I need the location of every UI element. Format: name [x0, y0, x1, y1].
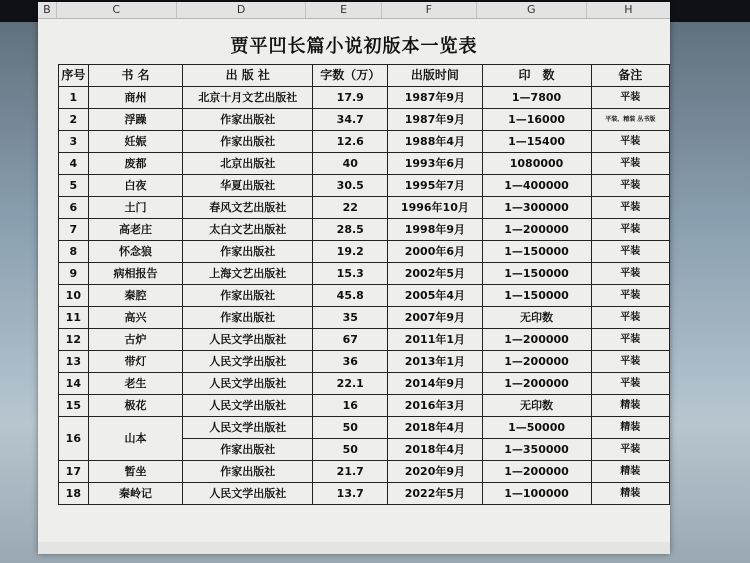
cell-seq[interactable]: 8: [59, 241, 89, 263]
cell-note[interactable]: 平装: [591, 175, 669, 197]
cell-publisher[interactable]: 作家出版社: [183, 307, 313, 329]
cell-words[interactable]: 22: [313, 197, 388, 219]
cell-date[interactable]: 2005年4月: [388, 285, 482, 307]
cell-publisher[interactable]: 北京十月文艺出版社: [183, 87, 313, 109]
cell-print[interactable]: 1—200000: [482, 329, 591, 351]
cell-date[interactable]: 2018年4月: [388, 417, 482, 439]
header-date[interactable]: 出版时间: [388, 65, 482, 87]
cell-date[interactable]: 1988年4月: [388, 131, 482, 153]
cell-words[interactable]: 22.1: [313, 373, 388, 395]
cell-print[interactable]: 无印数: [482, 307, 591, 329]
cell-words[interactable]: 12.6: [313, 131, 388, 153]
cell-seq[interactable]: 15: [59, 395, 89, 417]
cell-book[interactable]: 秦腔: [88, 285, 183, 307]
cell-publisher[interactable]: 作家出版社: [183, 461, 313, 483]
cell-date[interactable]: 2016年3月: [388, 395, 482, 417]
cell-print[interactable]: 1—150000: [482, 241, 591, 263]
cell-book[interactable]: 废都: [88, 153, 183, 175]
cell-publisher[interactable]: 华夏出版社: [183, 175, 313, 197]
cell-print[interactable]: 1—200000: [482, 351, 591, 373]
header-publisher[interactable]: 出 版 社: [183, 65, 313, 87]
cell-note[interactable]: 精装: [591, 395, 669, 417]
cell-note[interactable]: 平装: [591, 87, 669, 109]
cell-words[interactable]: 19.2: [313, 241, 388, 263]
cell-publisher[interactable]: 作家出版社: [183, 439, 313, 461]
cell-note[interactable]: 精装: [591, 483, 669, 505]
cell-date[interactable]: 1993年6月: [388, 153, 482, 175]
table-header-row: [59, 65, 670, 87]
spreadsheet: [38, 2, 670, 554]
cell-words[interactable]: 50: [313, 439, 388, 461]
cell-print[interactable]: 无印数: [482, 395, 591, 417]
cell-note[interactable]: 平装: [591, 329, 669, 351]
cell-date[interactable]: 2007年9月: [388, 307, 482, 329]
cell-seq[interactable]: 10: [59, 285, 89, 307]
cell-date[interactable]: 2013年1月: [388, 351, 482, 373]
cell-book[interactable]: 土门: [88, 197, 183, 219]
cell-note[interactable]: 平装: [591, 307, 669, 329]
cell-book[interactable]: 高老庄: [88, 219, 183, 241]
table-row: [59, 153, 670, 175]
cell-note[interactable]: 平装: [591, 241, 669, 263]
table-row: [59, 197, 670, 219]
cell-note[interactable]: 平装: [591, 351, 669, 373]
cell-book[interactable]: 浮躁: [88, 109, 183, 131]
table-row: [59, 263, 670, 285]
cell-note[interactable]: 平装: [591, 153, 669, 175]
cell-book[interactable]: 暂坐: [88, 461, 183, 483]
cell-publisher[interactable]: 人民文学出版社: [183, 329, 313, 351]
cell-note[interactable]: 平装、精装 丛书版: [591, 109, 669, 131]
cell-seq[interactable]: 5: [59, 175, 89, 197]
column-header-bar: [38, 2, 670, 19]
cell-seq[interactable]: 17: [59, 461, 89, 483]
cell-print[interactable]: 1—200000: [482, 373, 591, 395]
cell-date[interactable]: 2018年4月: [388, 439, 482, 461]
cell-print[interactable]: 1—7800: [482, 87, 591, 109]
cell-words[interactable]: 21.7: [313, 461, 388, 483]
cell-print[interactable]: 1—400000: [482, 175, 591, 197]
column-header-f[interactable]: F: [382, 2, 477, 18]
cell-book[interactable]: 古炉: [88, 329, 183, 351]
cell-words[interactable]: 17.9: [313, 87, 388, 109]
cell-print[interactable]: 1—50000: [482, 417, 591, 439]
cell-date[interactable]: 1995年7月: [388, 175, 482, 197]
header-words[interactable]: 字数（万）: [313, 65, 388, 87]
cell-seq[interactable]: 18: [59, 483, 89, 505]
cell-seq[interactable]: 11: [59, 307, 89, 329]
column-header-g[interactable]: G: [477, 2, 587, 18]
cell-publisher[interactable]: 作家出版社: [183, 109, 313, 131]
cell-print[interactable]: 1—15400: [482, 131, 591, 153]
column-header-h[interactable]: H: [624, 3, 633, 16]
cell-print[interactable]: 1—150000: [482, 263, 591, 285]
header-print[interactable]: 印 数: [482, 65, 591, 87]
cell-note[interactable]: 平装: [591, 439, 669, 461]
cell-words[interactable]: 16: [313, 395, 388, 417]
cell-book[interactable]: 高兴: [88, 307, 183, 329]
cell-publisher[interactable]: 人民文学出版社: [183, 483, 313, 505]
sheet-title: 贾平凹长篇小说初版本一览表: [230, 36, 478, 57]
table-row: [59, 307, 670, 329]
cell-words[interactable]: 67: [313, 329, 388, 351]
header-note[interactable]: 备注: [591, 65, 669, 87]
cell-words[interactable]: 45.8: [313, 285, 388, 307]
cell-date[interactable]: 1987年9月: [388, 109, 482, 131]
cell-words[interactable]: 36: [313, 351, 388, 373]
cell-book[interactable]: 病相报告: [88, 263, 183, 285]
table-row: [59, 219, 670, 241]
table-row: [59, 329, 670, 351]
cell-print[interactable]: 1—350000: [482, 439, 591, 461]
cell-seq[interactable]: 4: [59, 153, 89, 175]
table-row: [59, 109, 670, 131]
cell-seq[interactable]: 2: [59, 109, 89, 131]
cell-note[interactable]: 平装: [591, 373, 669, 395]
table-row: [59, 175, 670, 197]
book-table: [58, 64, 670, 505]
cell-book[interactable]: 妊娠: [88, 131, 183, 153]
cell-words[interactable]: 15.3: [313, 263, 388, 285]
cell-print[interactable]: 1—16000: [482, 109, 591, 131]
cell-note[interactable]: 平装: [591, 219, 669, 241]
cell-print[interactable]: 1—200000: [482, 461, 591, 483]
cell-book[interactable]: 怀念狼: [88, 241, 183, 263]
cell-note[interactable]: 平装: [591, 285, 669, 307]
table-row: [59, 461, 670, 483]
cell-note[interactable]: 精装: [591, 461, 669, 483]
table-row: [59, 483, 670, 505]
cell-date[interactable]: 2011年1月: [388, 329, 482, 351]
column-header-c[interactable]: C: [57, 2, 177, 18]
table-row: [59, 285, 670, 307]
table-row: [59, 417, 670, 439]
table-row: [59, 373, 670, 395]
cell-seq[interactable]: 1: [59, 87, 89, 109]
header-book[interactable]: 书 名: [88, 65, 183, 87]
cell-seq[interactable]: 3: [59, 131, 89, 153]
cell-date[interactable]: 2002年5月: [388, 263, 482, 285]
cell-book[interactable]: 秦岭记: [88, 483, 183, 505]
table-row: [59, 131, 670, 153]
cell-publisher[interactable]: 人民文学出版社: [183, 395, 313, 417]
cell-publisher[interactable]: 人民文学出版社: [183, 351, 313, 373]
cell-book[interactable]: 带灯: [88, 351, 183, 373]
cell-date[interactable]: 1996年10月: [388, 197, 482, 219]
cell-print[interactable]: 1080000: [482, 153, 591, 175]
cell-note[interactable]: 精装: [591, 417, 669, 439]
table-row: [59, 395, 670, 417]
cell-publisher[interactable]: 北京出版社: [183, 153, 313, 175]
cell-publisher[interactable]: 春风文艺出版社: [183, 197, 313, 219]
column-header-d[interactable]: D: [177, 2, 307, 18]
cell-publisher[interactable]: 人民文学出版社: [183, 373, 313, 395]
cell-date[interactable]: 2000年6月: [388, 241, 482, 263]
cell-words[interactable]: 50: [313, 417, 388, 439]
cell-publisher[interactable]: 作家出版社: [183, 285, 313, 307]
cell-words[interactable]: 40: [313, 153, 388, 175]
cell-book[interactable]: 山本: [88, 417, 183, 461]
cell-seq[interactable]: 16: [59, 417, 89, 461]
cell-book[interactable]: 白夜: [88, 175, 183, 197]
cell-date[interactable]: 2014年9月: [388, 373, 482, 395]
cell-publisher[interactable]: 作家出版社: [183, 131, 313, 153]
cell-note[interactable]: 平装: [591, 131, 669, 153]
cell-words[interactable]: 35: [313, 307, 388, 329]
cell-words[interactable]: 13.7: [313, 483, 388, 505]
cell-seq[interactable]: 7: [59, 219, 89, 241]
table-row: [59, 241, 670, 263]
cell-publisher[interactable]: 上海文艺出版社: [183, 263, 313, 285]
cell-print[interactable]: 1—200000: [482, 219, 591, 241]
cell-print[interactable]: 1—300000: [482, 197, 591, 219]
cell-seq[interactable]: 14: [59, 373, 89, 395]
cell-words[interactable]: 30.5: [313, 175, 388, 197]
column-header-b[interactable]: B: [38, 2, 57, 18]
cell-publisher[interactable]: 太白文艺出版社: [183, 219, 313, 241]
cell-seq[interactable]: 9: [59, 263, 89, 285]
cell-words[interactable]: 34.7: [313, 109, 388, 131]
column-header-e[interactable]: E: [306, 2, 381, 18]
cell-note[interactable]: 平装: [591, 263, 669, 285]
cell-date[interactable]: 1987年9月: [388, 87, 482, 109]
cell-date[interactable]: 2020年9月: [388, 461, 482, 483]
table-row: [59, 351, 670, 373]
cell-print[interactable]: 1—150000: [482, 285, 591, 307]
cell-book[interactable]: 极花: [88, 395, 183, 417]
table-row: [59, 87, 670, 109]
header-seq[interactable]: 序号: [59, 65, 89, 87]
cell-date[interactable]: 2022年5月: [388, 483, 482, 505]
cell-words[interactable]: 28.5: [313, 219, 388, 241]
cell-book[interactable]: 老生: [88, 373, 183, 395]
cell-seq[interactable]: 6: [59, 197, 89, 219]
cell-seq[interactable]: 12: [59, 329, 89, 351]
cell-seq[interactable]: 13: [59, 351, 89, 373]
cell-note[interactable]: 平装: [591, 197, 669, 219]
sheet-bottom-margin: [38, 542, 670, 554]
cell-print[interactable]: 1—100000: [482, 483, 591, 505]
cell-publisher[interactable]: 人民文学出版社: [183, 417, 313, 439]
cell-date[interactable]: 1998年9月: [388, 219, 482, 241]
cell-book[interactable]: 商州: [88, 87, 183, 109]
cell-publisher[interactable]: 作家出版社: [183, 241, 313, 263]
